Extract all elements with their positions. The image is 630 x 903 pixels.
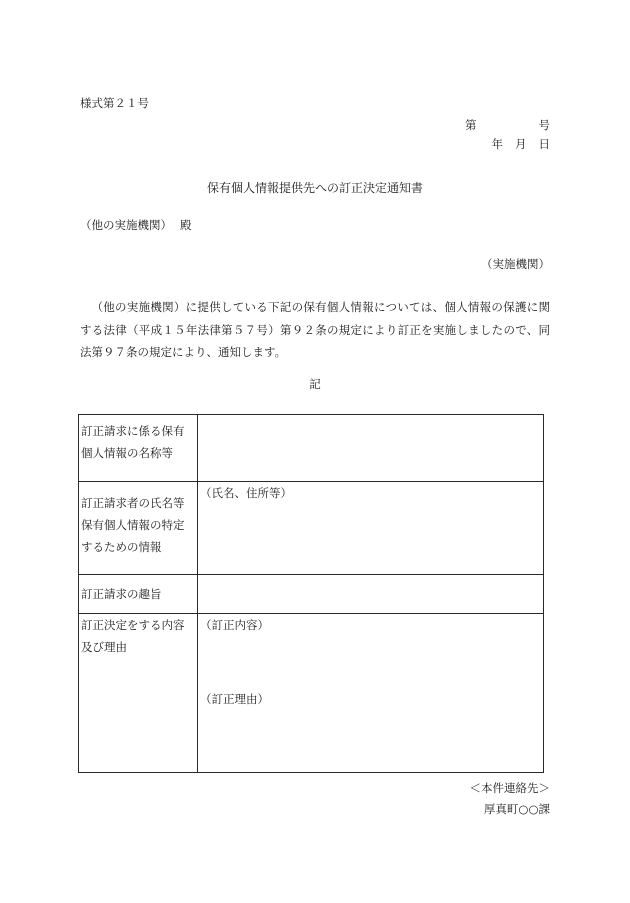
row-content-decision: [198, 614, 544, 773]
table-row: [79, 614, 544, 773]
addressee: [80, 217, 192, 235]
addressee-name: （他の実施機関）: [80, 218, 172, 232]
contact-office: 厚真町○○課: [483, 802, 550, 816]
table-row: [79, 575, 544, 614]
ki-heading: 記: [309, 377, 321, 391]
date-day-label: 日: [538, 137, 550, 151]
document-title: 保有個人情報提供先への訂正決定通知書: [206, 181, 423, 195]
table-row: [79, 415, 544, 482]
contact-label: ＜本件連絡先＞: [469, 781, 550, 795]
row-label-purpose: 訂正請求の趣旨: [79, 575, 198, 614]
correction-reason-label: （訂正理由）: [200, 692, 269, 706]
row-content-identity: （氏名、住所等）: [198, 482, 544, 575]
addressee-honorific: 殿: [180, 218, 192, 232]
row-label-name: 訂正請求に係る保有個人情報の名称等: [79, 415, 198, 482]
row-content-purpose: [198, 575, 544, 614]
row-label-identity: 訂正請求者の氏名等保有個人情報の特定するための情報: [79, 482, 198, 575]
row-label-decision: 訂正決定をする内容及び理由: [79, 614, 198, 773]
date-year-label: 年: [491, 137, 503, 151]
body-paragraph: （他の実施機関）に提供している下記の保有個人情報については、個人情報の保護に関する法律（平成１５年法律第５７号）第９２条の規定により訂正を実施しましたので、同法第９７条の規定により、通知します。: [80, 300, 550, 359]
form-number: 様式第２１号: [80, 96, 149, 110]
date-month-label: 月: [515, 137, 527, 151]
document-number-line: [465, 117, 550, 135]
correction-content-label: （訂正内容）: [200, 618, 269, 632]
row-content-name: [198, 415, 544, 482]
sender-organization: （実施機関）: [481, 257, 550, 271]
document-number-suffix: 号: [538, 118, 550, 132]
table-row: [79, 482, 544, 575]
date-line: [492, 136, 551, 154]
document-number-prefix: 第: [465, 118, 477, 132]
record-table: [78, 414, 544, 773]
